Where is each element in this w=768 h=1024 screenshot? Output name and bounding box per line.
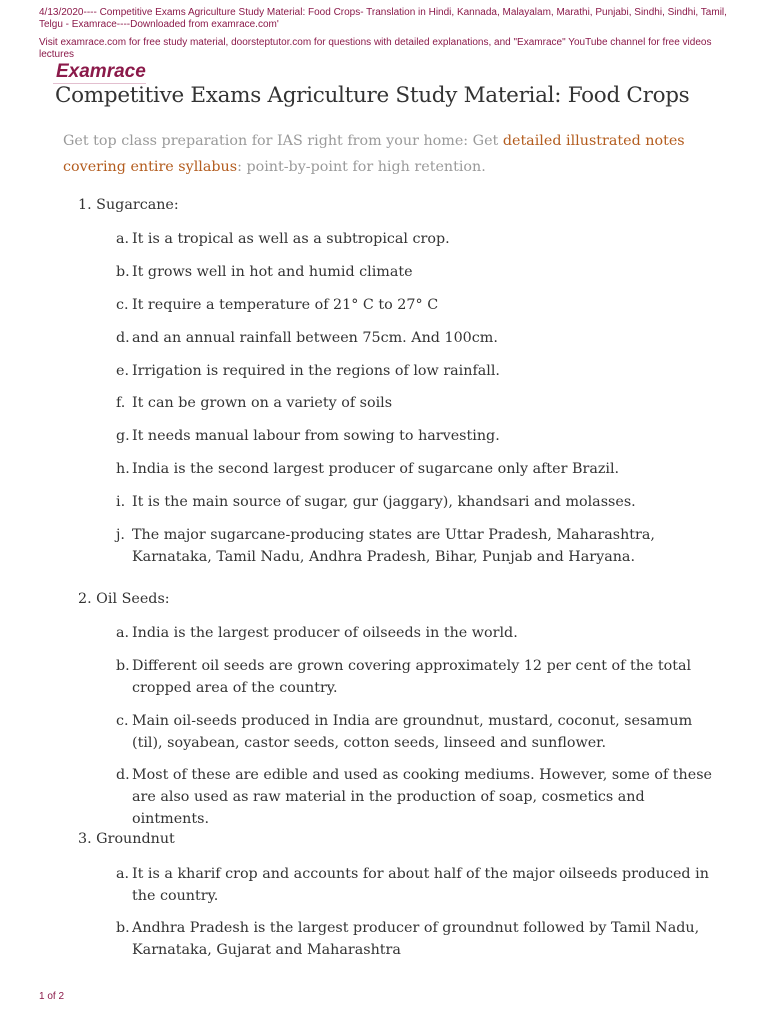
list-marker: b. (116, 264, 130, 280)
list-item (116, 917, 716, 961)
list-item-text: It require a temperature of 21° C to 27° C (132, 297, 439, 313)
print-header-line: 4/13/2020---- Competitive Exams Agriculture Study Material: Food Crops- Translation in Hindi, Kannada, Malayalam, Marathi, Punjabi, Sindhi, Sindhi, Tamil, Telgu - Examrace----Downloaded from examrace.com' (39, 7, 727, 30)
list-item (116, 764, 716, 827)
list-marker: i. (116, 494, 126, 510)
list-item (116, 294, 716, 316)
section-heading-sugarcane: 1. Sugarcane: (78, 197, 179, 213)
list-marker: f. (116, 395, 126, 411)
list-marker: c. (116, 713, 129, 729)
list-marker: j. (116, 527, 125, 543)
list-item-text: and an annual rainfall between 75cm. And 100cm. (132, 330, 498, 346)
list-item (116, 392, 716, 414)
list-item (116, 524, 716, 568)
list-marker: a. (116, 231, 130, 247)
list-item-text: It is the main source of sugar, gur (jaggary), khandsari and molasses. (132, 494, 636, 510)
intro-paragraph (63, 128, 703, 180)
list-item-text: India is the largest producer of oilseeds in the world. (132, 625, 518, 641)
list-item-text: It grows well in hot and humid climate (132, 264, 413, 280)
list-item-text: Most of these are edible and used as cooking mediums. However, some of these are also used as raw material in the production of soap, cosmetics and ointments. (132, 767, 713, 827)
list-marker: a. (116, 866, 130, 882)
examrace-logo: Examrace (56, 61, 146, 82)
list-marker: h. (116, 461, 130, 477)
list-item (116, 655, 716, 699)
page-title: Competitive Exams Agriculture Study Material: Food Crops (55, 83, 690, 108)
list-item-text: Different oil seeds are grown covering approximately 12 per cent of the total cropped area of the country. (132, 658, 692, 696)
list-item (116, 622, 716, 644)
intro-text: Get top class preparation for IAS right from your home: Get (63, 133, 503, 149)
list-item (116, 360, 716, 382)
list-marker: d. (116, 767, 130, 783)
list-marker: b. (116, 658, 130, 674)
list-item-text: It is a kharif crop and accounts for about half of the major oilseeds produced in the country. (132, 866, 709, 904)
page-counter: 1 of 2 (39, 991, 65, 1002)
list-marker: g. (116, 428, 130, 444)
list-item-text: The major sugarcane-producing states are Uttar Pradesh, Maharashtra, Karnataka, Tamil Nadu, Andhra Pradesh, Bihar, Punjab and Haryana. (132, 527, 655, 565)
list-marker: c. (116, 297, 129, 313)
list-item (116, 327, 716, 349)
list-marker: b. (116, 920, 130, 936)
list-item (116, 228, 716, 250)
list-item-text: It can be grown on a variety of soils (132, 395, 393, 411)
list-item-text: It needs manual labour from sowing to harvesting. (132, 428, 500, 444)
list-item-text: Irrigation is required in the regions of low rainfall. (132, 363, 500, 379)
notes-link[interactable]: detailed illustrated notes covering entire syllabus (63, 133, 685, 175)
list-item-text: Andhra Pradesh is the largest producer of groundnut followed by Tamil Nadu, Karnataka, Gujarat and Maharashtra (132, 920, 700, 958)
list-marker: a. (116, 625, 130, 641)
list-item (116, 458, 716, 480)
list-item (116, 863, 716, 907)
list-item (116, 425, 716, 447)
site-promo-line: Visit examrace.com for free study material, doorsteptutor.com for questions with detailed explanations, and "Examrace" YouTube channel for free videos lectures (39, 37, 712, 60)
list-item (116, 710, 716, 754)
list-marker: d. (116, 330, 130, 346)
intro-text-end: : point-by-point for high retention. (237, 159, 486, 175)
list-item-text: It is a tropical as well as a subtropical crop. (132, 231, 450, 247)
section-heading-oil-seeds: 2. Oil Seeds: (78, 591, 170, 607)
list-item-text: India is the second largest producer of sugarcane only after Brazil. (132, 461, 620, 477)
list-marker: e. (116, 363, 130, 379)
list-item-text: Main oil-seeds produced in India are groundnut, mustard, coconut, sesamum (til), soyabean, castor seeds, cotton seeds, linseed and sunflower. (132, 713, 693, 751)
list-item (116, 491, 716, 513)
section-heading-groundnut: 3. Groundnut (78, 831, 175, 847)
list-item (116, 261, 716, 283)
